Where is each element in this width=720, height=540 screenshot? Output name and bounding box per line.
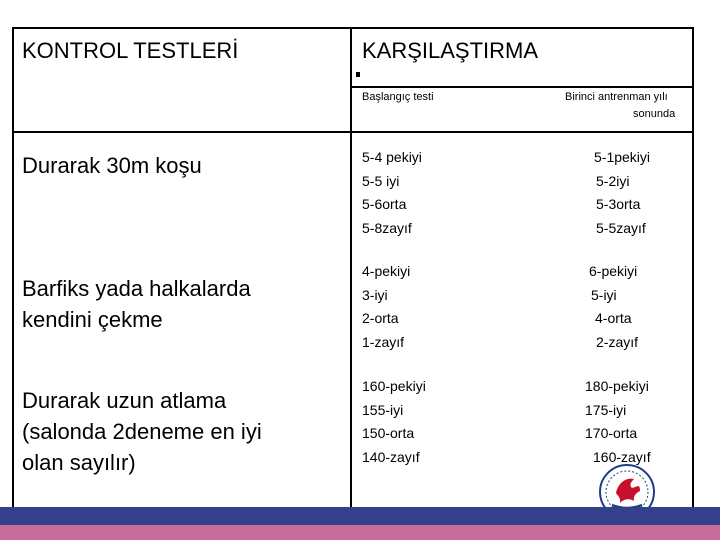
subheader-birinci-line1: Birinci antrenman yılı [565,91,668,103]
bullet-marker [356,72,360,77]
value-line: 5-6orta [362,196,407,212]
value-line: 140-zayıf [362,448,420,465]
start-values [362,375,426,469]
start-values [362,260,410,354]
end-values [585,375,651,469]
start-values [362,146,422,240]
value-line: 155-iyi [362,401,404,418]
test-name [22,273,251,335]
test-name-line: Barfiks yada halkalarda [22,276,251,301]
value-line: 150-orta [362,425,415,441]
end-values [594,146,650,240]
subheader-birinci-line2: sonunda [633,108,676,120]
value-line: 5-3orta [596,196,641,212]
subheader-divider [350,86,694,88]
test-name [22,150,202,181]
test-name-line: olan sayılır) [22,450,136,475]
column-divider [350,27,352,507]
test-name-line: (salonda 2deneme en iyi [22,419,262,444]
header-karsilastirma: KARŞILAŞTIRMA [362,38,539,63]
footer-bar-pink [0,525,720,540]
end-values [589,260,638,354]
value-line: 3-iyi [362,286,388,303]
value-line: 4-orta [595,310,632,326]
value-line: 2-zayıf [596,333,639,350]
value-line: 1-zayıf [362,333,405,350]
value-line: 5-5zayıf [596,219,646,236]
value-line: 160-pekiyi [362,378,426,394]
test-name-line: Durarak 30m koşu [22,153,202,178]
value-line: 170-orta [585,425,638,441]
test-name-line: kendini çekme [22,307,163,332]
value-line: 175-iyi [585,401,627,418]
value-line: 5-8zayıf [362,219,412,236]
footer-bar-blue [0,507,720,525]
value-line: 4-pekiyi [362,263,411,279]
value-line: 160-zayıf [593,448,651,465]
value-line: 180-pekiyi [585,378,649,394]
value-line: 5-4 pekiyi [362,149,422,165]
header-kontrol-testleri: KONTROL TESTLERİ [22,38,239,63]
subheader-baslangic: Başlangıç testi [362,91,434,103]
value-line: 5-5 iyi [362,172,400,189]
value-line: 5-2iyi [596,172,630,189]
value-line: 2-orta [362,310,399,326]
value-line: 5-1pekiyi [594,149,651,165]
test-name-line: Durarak uzun atlama [22,388,227,413]
header-divider [12,131,694,133]
value-line: 6-pekiyi [589,263,638,279]
value-line: 5-iyi [591,286,617,303]
test-name [22,385,262,478]
